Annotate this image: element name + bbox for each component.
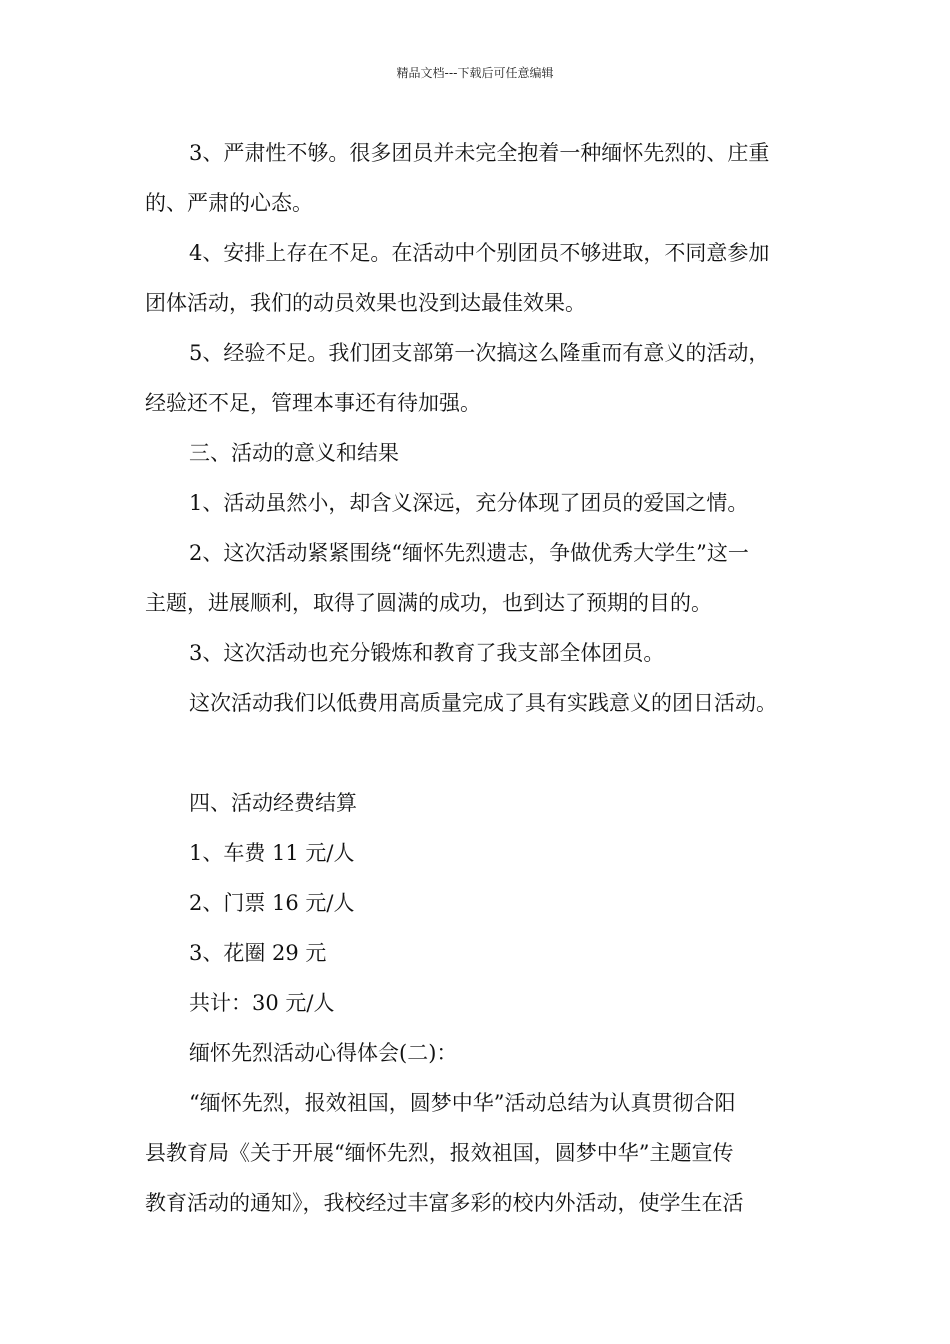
paragraph-line: 教育活动的通知》，我校经过丰富多彩的校内外活动，使学生在活 xyxy=(145,1191,744,1215)
paragraph-line: 经验还不足，管理本事还有待加强。 xyxy=(145,391,481,415)
paragraph-line: 的、严肃的心态。 xyxy=(145,191,313,215)
page-header: 精品文档---下载后可任意编辑 xyxy=(396,66,554,80)
paragraph-line: 团体活动，我们的动员效果也没到达最佳效果。 xyxy=(145,291,586,315)
paragraph-line: “缅怀先烈，报效祖国，圆梦中华”活动总结为认真贯彻合阳 xyxy=(189,1091,736,1115)
document-body xyxy=(145,128,815,1228)
expense-total: 共计：30 元/人 xyxy=(189,991,335,1015)
subtitle: 缅怀先烈活动心得体会(二)： xyxy=(189,1041,458,1065)
expense-item: 3、花圈 29 元 xyxy=(189,941,327,965)
paragraph-line: 3、这次活动也充分锻炼和教育了我支部全体团员。 xyxy=(189,641,665,665)
expense-item: 2、门票 16 元/人 xyxy=(189,891,355,915)
section-heading: 三、活动的意义和结果 xyxy=(189,441,399,465)
paragraph-line: 1、活动虽然小，却含义深远，充分体现了团员的爱国之情。 xyxy=(189,491,749,515)
expense-item: 1、车费 11 元/人 xyxy=(189,841,355,865)
paragraph-line: 3、严肃性不够。很多团员并未完全抱着一种缅怀先烈的、庄重 xyxy=(189,141,770,165)
paragraph-line: 这次活动我们以低费用高质量完成了具有实践意义的团日活动。 xyxy=(189,691,777,715)
paragraph-line: 2、这次活动紧紧围绕“缅怀先烈遗志，争做优秀大学生”这一 xyxy=(189,541,749,565)
paragraph-line: 县教育局《关于开展“缅怀先烈，报效祖国，圆梦中华”主题宣传 xyxy=(145,1141,734,1165)
paragraph-line: 5、经验不足。我们团支部第一次搞这么隆重而有意义的活动， xyxy=(189,341,770,365)
section-heading: 四、活动经费结算 xyxy=(189,791,357,815)
blank-line xyxy=(145,728,815,778)
paragraph-line: 主题，进展顺利，取得了圆满的成功，也到达了预期的目的。 xyxy=(145,591,712,615)
paragraph-line: 4、安排上存在不足。在活动中个别团员不够进取，不同意参加 xyxy=(189,241,770,265)
